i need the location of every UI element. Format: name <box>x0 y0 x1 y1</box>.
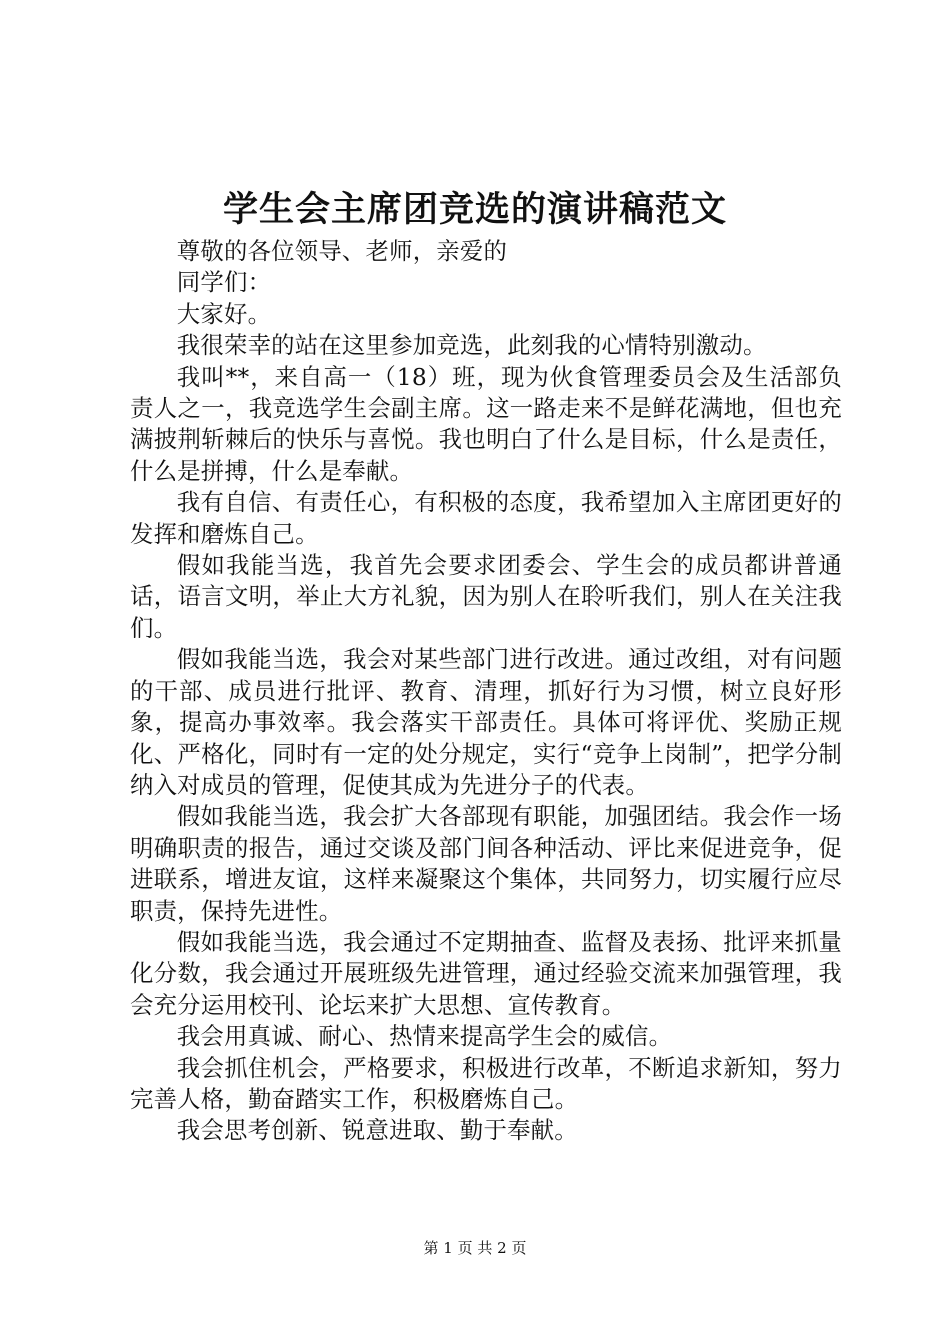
paragraph: 假如我能当选，我会对某些部门进行改进。通过改组，对有问题的干部、成员进行批评、教育、清理，抓好行为习惯，树立良好形象，提高办事效率。我会落实干部责任。具体可将评优、奖励正规化、严格化，同时有一定的处分规定，实行“竞争上岗制”，把学分制纳入对成员的管理，促使其成为先进分子的代表。 <box>130 645 842 799</box>
document-title: 学生会主席团竞选的演讲稿范文 <box>222 189 727 230</box>
paragraph: 我很荣幸的站在这里参加竞选，此刻我的心情特别激动。 <box>176 331 767 360</box>
paragraph: 我会思考创新、锐意进取、勤于奉献。 <box>176 1116 578 1145</box>
paragraph-greeting-1: 尊敬的各位领导、老师，亲爱的 <box>176 237 508 265</box>
page-number-footer: 第 1 页 共 2 页 <box>423 1239 527 1257</box>
paragraph: 假如我能当选，我会扩大各部现有职能，加强团结。我会作一场明确职责的报告，通过交谈及部门间各种活动、评比来促进竞争，促进联系，增进友谊，这样来凝聚这个集体，共同努力，切实履行应尽职责，保持先进性。 <box>130 802 842 925</box>
paragraph: 假如我能当选，我首先会要求团委会、学生会的成员都讲普通话，语言文明，举止大方礼貌，因为别人在聆听我们，别人在关注我们。 <box>130 551 842 642</box>
paragraph-greeting-3: 大家好。 <box>176 299 272 328</box>
paragraph: 我会抓住机会，严格要求，积极进行改革，不断追求新知，努力完善人格，勤奋踏实工作，积极磨炼自己。 <box>130 1053 842 1113</box>
paragraph: 我会用真诚、耐心、热情来提高学生会的威信。 <box>176 1022 673 1051</box>
paragraph: 假如我能当选，我会通过不定期抽查、监督及表扬、批评来抓量化分数，我会通过开展班级先进管理，通过经验交流来加强管理，我会充分运用校刊、论坛来扩大思想、宣传教育。 <box>130 927 842 1019</box>
paragraph-greeting-2: 同学们： <box>176 268 272 297</box>
paragraph: 我叫**，来自高一（18）班，现为伙食管理委员会及生活部负责人之一，我竞选学生会副主席。这一路走来不是鲜花满地，但也充满披荆斩棘后的快乐与喜悦。我也明白了什么是目标，什么是责任，什么是拼搏，什么是奉献。 <box>130 362 842 485</box>
document-body <box>130 236 842 1147</box>
paragraph: 我有自信、有责任心，有积极的态度，我希望加入主席团更好的发挥和磨炼自己。 <box>130 488 842 548</box>
